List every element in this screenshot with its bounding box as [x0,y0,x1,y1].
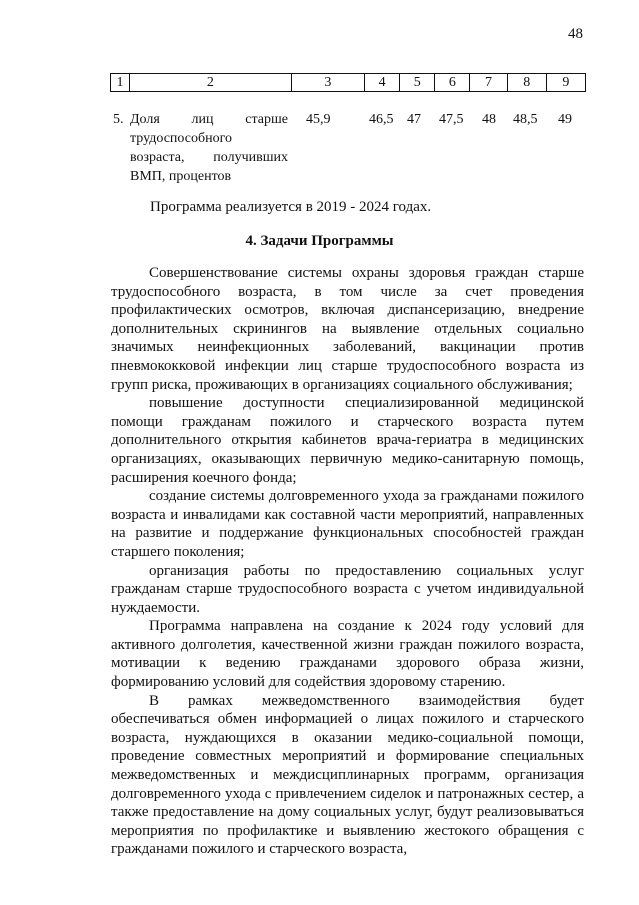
column-number: 1 [111,74,130,92]
row-value: 48,5 [513,112,538,127]
paragraph: Программа направлена на создание к 2024 году условий для активного долголетия, качественной жизни граждан пожилого возраста, мотивации к ведению гражданами здорового образа жизни, формированию условий для содействия здоровому старению. [111,618,584,691]
row-index: 5. [113,112,124,127]
row-value: 47 [407,112,421,127]
column-number: 7 [470,74,507,92]
paragraph: повышение доступности специализированной медицинской помощи гражданам пожилого и старческого возраста путем дополнительного открытия кабинетов врача-гериатра в медицинских организациях, оказывающих первичную медико-санитарную помощь, расширения коечного фонда; [111,395,584,486]
column-number: 8 [507,74,546,92]
column-number: 6 [435,74,470,92]
program-period: Программа реализуется в 2019 - 2024 годах. [150,199,432,215]
row-description-line: возраста, получивших [130,150,288,165]
row-description-line: трудоспособного [130,131,232,146]
row-value: 47,5 [439,112,464,127]
row-description-line: ВМП, процентов [130,169,232,184]
paragraph: Совершенствование системы охраны здоровья граждан старше трудоспособного возраста, в том числе за счет проведения профилактических осмотров, включая диспансеризацию, внедрение дополнительных скринингов на выявление отдельных социально значимых неинфекционных заболеваний, вакцинации против пневмококковой инфекции лиц старше трудоспособного возраста из групп риска, проживающих в организациях социального обслуживания; [111,265,584,393]
column-number: 4 [365,74,400,92]
section-title: 4. Задачи Программы [245,233,394,249]
row-value: 45,9 [306,112,331,127]
column-number: 9 [546,74,585,92]
paragraph: В рамках межведомственного взаимодействия будет обеспечиваться обмен информацией о лицах пожилого и старческого возраста, нуждающихся в оказании медико-социальной помощи, проведение совместных мероприятий и формирование специальных межведомственных и междисциплинарных программ, организация долговременного ухода с привлечением сиделок и патронажных сестер, а также предоставление на дому социальных услуг, будут реализовываться мероприятия по профилактике и выявлению жестокого обращения с гражданами пожилого и старческого возраста, [111,692,584,858]
column-number: 3 [291,74,364,92]
column-number: 2 [130,74,292,92]
row-description [130,110,288,186]
page-number: 48 [568,26,583,42]
column-number: 5 [400,74,435,92]
paragraph: организация работы по предоставлению социальных услуг гражданам старше трудоспособного возраста с учетом индивидуальной нуждаемости. [111,562,584,616]
section-body [111,264,584,859]
row-description-line: Доля лиц старше [130,112,288,127]
column-number-table [110,73,586,92]
row-value: 49 [558,112,572,127]
paragraph: создание системы долговременного ухода за гражданами пожилого возраста и инвалидами как составной части мероприятий, направленных на развитие и поддержание функциональных способностей граждан старшего поколения; [111,488,584,560]
row-value: 46,5 [369,112,394,127]
table-header-row [111,74,586,92]
row-value: 48 [482,112,496,127]
